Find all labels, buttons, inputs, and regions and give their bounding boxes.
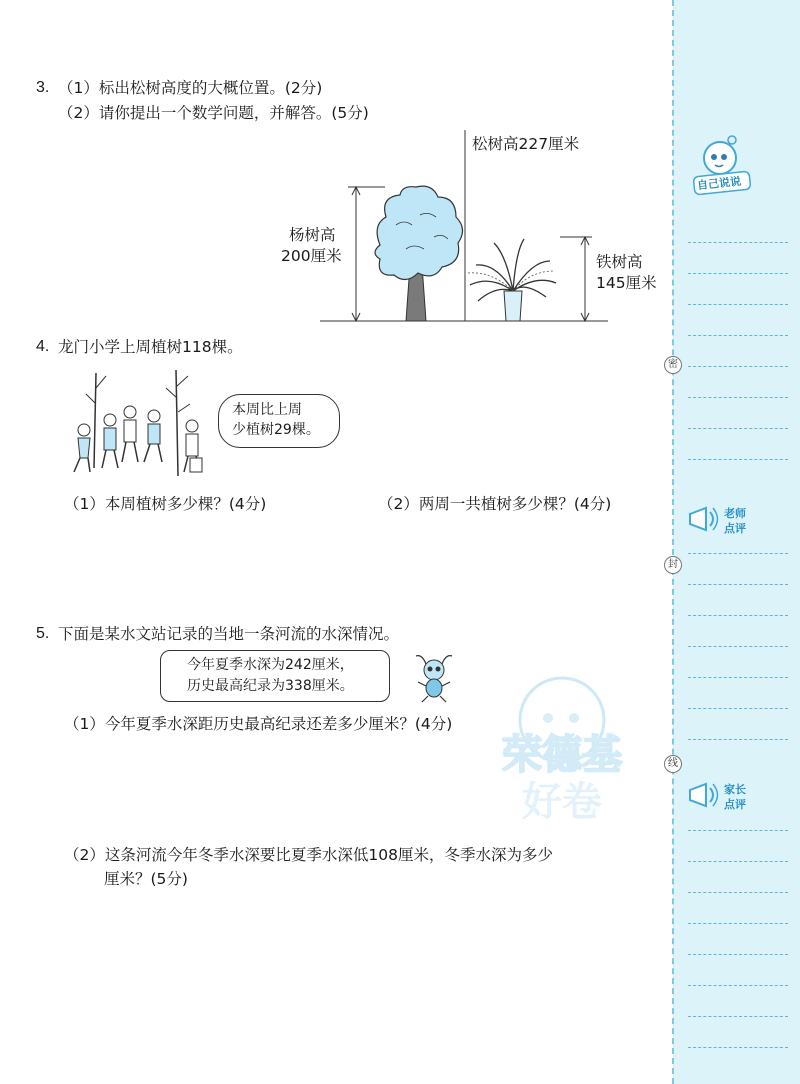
margin-rule [688,615,788,616]
teacher-megaphone-icon [684,500,724,540]
margin-rule [688,242,788,243]
q5-part2-line2: 厘米？(5分) [104,870,188,888]
margin-rule [688,273,788,274]
q5-part2-line1: （2）这条河流今年冬季水深要比夏季水深低108厘米，冬季水深为多少 [64,846,553,864]
margin-rule [688,923,788,924]
ant-mascot-icon [412,652,458,704]
seal-feng: 封 [664,556,682,574]
iron-height-label-2: 145厘米 [596,274,657,292]
svg-text:荣德基: 荣德基 [502,732,622,778]
pine-height-label: 松树高227厘米 [472,135,580,153]
margin-rule [688,739,788,740]
margin-rule [688,646,788,647]
q4-stem: 龙门小学上周植树118棵。 [58,338,243,356]
margin-rule [688,459,788,460]
q3-part1: （1）标出松树高度的大概位置。(2分) [58,79,323,97]
margin-rule [688,830,788,831]
margin-rule [688,708,788,709]
poplar-height-label-1: 杨树高 [289,226,336,244]
q5-stem: 下面是某水文站记录的当地一条河流的水深情况。 [58,625,400,643]
self-talk-label: 自己说说 [696,174,742,193]
margin-rule [688,861,788,862]
q4-bubble-line1: 本周比上周 [232,402,302,418]
parent-comment-label-2: 点评 [724,798,746,811]
margin-rule [688,397,788,398]
q5-note-line2: 历史最高纪录为338厘米。 [187,678,354,694]
q4-part1: （1）本周植树多少棵？(4分) [64,495,267,513]
margin-rule [688,954,788,955]
margin-rule [688,335,788,336]
parent-megaphone-icon [684,776,724,816]
q4-part2: （2）两周一共植树多少棵？(4分) [378,495,612,513]
q4-bubble-line2: 少植树29棵。 [232,422,320,438]
svg-text:好卷: 好卷 [522,779,602,825]
poplar-height-label-2: 200厘米 [281,247,342,265]
margin-rule [688,892,788,893]
teacher-comment-label-1: 老师 [724,507,746,520]
margin-rule [688,428,788,429]
margin-rule [688,304,788,305]
q5-number: 5. [36,625,50,642]
iron-height-label-1: 铁树高 [596,253,643,271]
q5-part1: （1）今年夏季水深距历史最高纪录还差多少厘米？(4分) [64,715,453,733]
margin-rule [688,1047,788,1048]
parent-comment-label-1: 家长 [724,783,746,796]
margin-rule [688,985,788,986]
teacher-comment-label-2: 点评 [724,522,746,535]
margin-rule [688,584,788,585]
children-planting-trees-illustration [66,368,216,480]
seal-line-border [672,0,674,1084]
margin-rule [688,366,788,367]
watermark-logo [462,650,662,840]
q3-tree-height-figure [310,125,620,330]
q3-part2: （2）请你提出一个数学问题，并解答。(5分) [58,104,369,122]
seal-xian: 线 [664,755,682,773]
margin-rule [688,553,788,554]
margin-rule [688,1016,788,1017]
q5-note-line1: 今年夏季水深为242厘米， [187,657,354,673]
q4-number: 4. [36,338,50,355]
margin-rule [688,677,788,678]
q3-number: 3. [36,79,50,96]
seal-mi: 密 [664,356,682,374]
